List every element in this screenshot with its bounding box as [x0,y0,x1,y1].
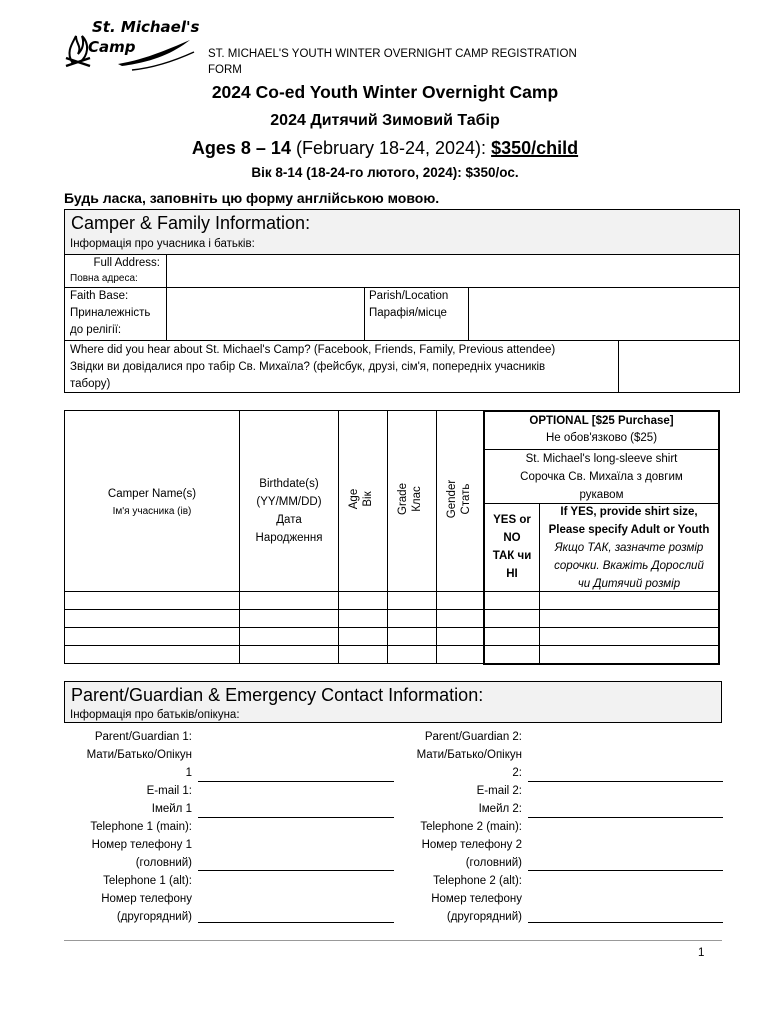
shirt-line-2: Сорочка Св. Михаїла з довгим [520,471,683,483]
email1-label-1: E-mail 1: [146,785,192,797]
phone2-alt-field[interactable] [528,922,723,923]
price-label: $350/child [491,138,579,158]
hear-about-question-uk-1: Звідки ви довідалися про табір Св. Михаїла? (фейсбук, друзі, сім'я, попередніх учасників [70,361,546,373]
gender-header [445,464,475,534]
birthdate-header-2: (YY/MM/DD) [256,496,322,508]
parish-field[interactable] [470,289,738,339]
size-line-5: чи Дитячий розмір [577,578,681,590]
phone1-main-label-1: Telephone 1 (main): [90,821,192,833]
faith-base-label: Faith Base: [70,290,129,302]
gender-header-en: Gender [446,479,458,519]
phone2-alt-label-2: Номер телефону [431,893,522,905]
hear-about-question-uk-2: табору) [70,378,111,390]
shirt-line-1: St. Michael's long-sleeve shirt [525,453,678,465]
camper-row-2[interactable] [66,611,718,626]
logo-line-2: Camp [88,38,136,56]
parish-label: Parish/Location [369,290,449,302]
age-header-en: Age [348,488,360,510]
logo-line-1: St. Michael's [92,18,200,36]
phone1-main-field[interactable] [198,870,394,871]
grade-header [396,464,426,534]
ages-dates: (February 18-24, 2024): [290,138,492,158]
parent-section-title: Parent/Guardian & Emergency Contact Information: [71,685,484,705]
yes-no-2: NO [503,532,521,544]
camper-row-4[interactable] [66,647,718,662]
phone2-main-label-3: (головний) [465,857,522,869]
instruction-text: Будь ласка, заповніть цю форму англійською мовою. [64,190,440,206]
grade-header-en: Grade [397,483,409,515]
parent1-label-1: Parent/Guardian 1: [94,731,192,743]
parent-section-subtitle: Інформація про батьків/опікуна: [70,709,240,721]
page-number: 1 [698,947,705,959]
faith-base-field[interactable] [168,289,363,339]
ages-label: Ages 8 – 14 [191,138,291,158]
faith-base-label-uk-2: до релігії: [70,324,122,336]
yes-no-3: ТАК чи [492,550,532,562]
form-title: ST. MICHAEL'S YOUTH WINTER OVERNIGHT CAMP REGISTRATION FORM [208,48,577,76]
parent2-field[interactable] [528,781,723,782]
email1-label-2: Імейл 1 [151,803,192,815]
optional-title-uk-text: Не обов'язково ($25) [545,432,658,444]
title-english: 2024 Co-ed Youth Winter Overnight Camp [211,82,559,102]
ages-line [0,138,770,159]
camp-logo [62,18,202,74]
parent1-label-3: 1 [185,767,192,779]
age-header-uk: Вік [362,491,374,507]
size-line-1: If YES, provide shirt size, [560,506,698,518]
hear-about-question: Where did you hear about St. Michael's Camp? (Facebook, Friends, Family, Previous attendee) [70,344,556,356]
parent2-label-2: Мати/Батько/Опікун [416,749,522,761]
birthdate-header-1: Birthdate(s) [259,478,319,490]
phone2-alt-label-1: Telephone 2 (alt): [433,875,522,887]
camper-row-3[interactable] [66,629,718,644]
phone1-main-label-3: (головний) [135,857,192,869]
camper-name-header-uk: Ім'я учасника (ів) [112,506,192,517]
phone1-alt-label-3: (другорядний) [116,911,192,923]
size-line-4: сорочки. Вкажіть Дорослий [554,560,704,572]
camper-name-header: Camper Name(s) [107,488,197,500]
email2-label-1: E-mail 2: [476,785,522,797]
camper-section-subtitle: Інформація про учасника і батьків: [70,238,255,250]
footer-divider [64,940,722,941]
parent1-field[interactable] [198,781,394,782]
yes-no-4: НІ [506,568,518,580]
phone2-main-field[interactable] [528,870,723,871]
size-line-3: Якщо ТАК, зазначте розмір [554,542,704,554]
optional-title-uk [485,430,718,447]
parish-label-uk: Парафія/місце [369,307,447,319]
parent2-label-3: 2: [512,767,522,779]
yes-no-1: YES or [493,514,531,526]
phone2-main-label-2: Номер телефону 2 [421,839,522,851]
email2-field[interactable] [528,817,723,818]
ages-line-ukrainian: Вік 8-14 (18-24-го лютого, 2024): $350/ос. [251,165,519,180]
gender-header-uk: Стать [460,483,472,515]
camper-row-1[interactable] [66,593,718,608]
birthdate-header-4: Народження [255,532,323,544]
phone1-alt-field[interactable] [198,922,394,923]
phone1-alt-label-1: Telephone 1 (alt): [103,875,192,887]
age-header [347,464,377,534]
camper-section-title: Camper & Family Information: [71,213,311,233]
faith-base-label-uk-1: Приналежність [70,307,151,319]
optional-title: OPTIONAL [$25 Purchase] [529,415,674,427]
phone1-alt-label-2: Номер телефону [101,893,192,905]
email2-label-2: Імейл 2: [478,803,522,815]
size-line-2: Please specify Adult or Youth [548,524,710,536]
phone1-main-label-2: Номер телефону 1 [91,839,192,851]
shirt-line-3: рукавом [579,489,624,501]
grade-header-uk: Клас [411,486,423,512]
title-ukrainian: 2024 Дитячий Зимовий Табір [270,112,500,129]
phone2-alt-label-3: (другорядний) [446,911,522,923]
email1-field[interactable] [198,817,394,818]
birthdate-header-3: Дата [276,514,302,526]
parent1-label-2: Мати/Батько/Опікун [86,749,192,761]
hear-about-field[interactable] [620,342,738,391]
phone2-main-label-1: Telephone 2 (main): [420,821,522,833]
full-address-label: Full Address: [93,257,160,269]
full-address-label-uk: Повна адреса: [70,273,138,284]
full-address-field[interactable] [168,256,738,286]
parent2-label-1: Parent/Guardian 2: [424,731,522,743]
